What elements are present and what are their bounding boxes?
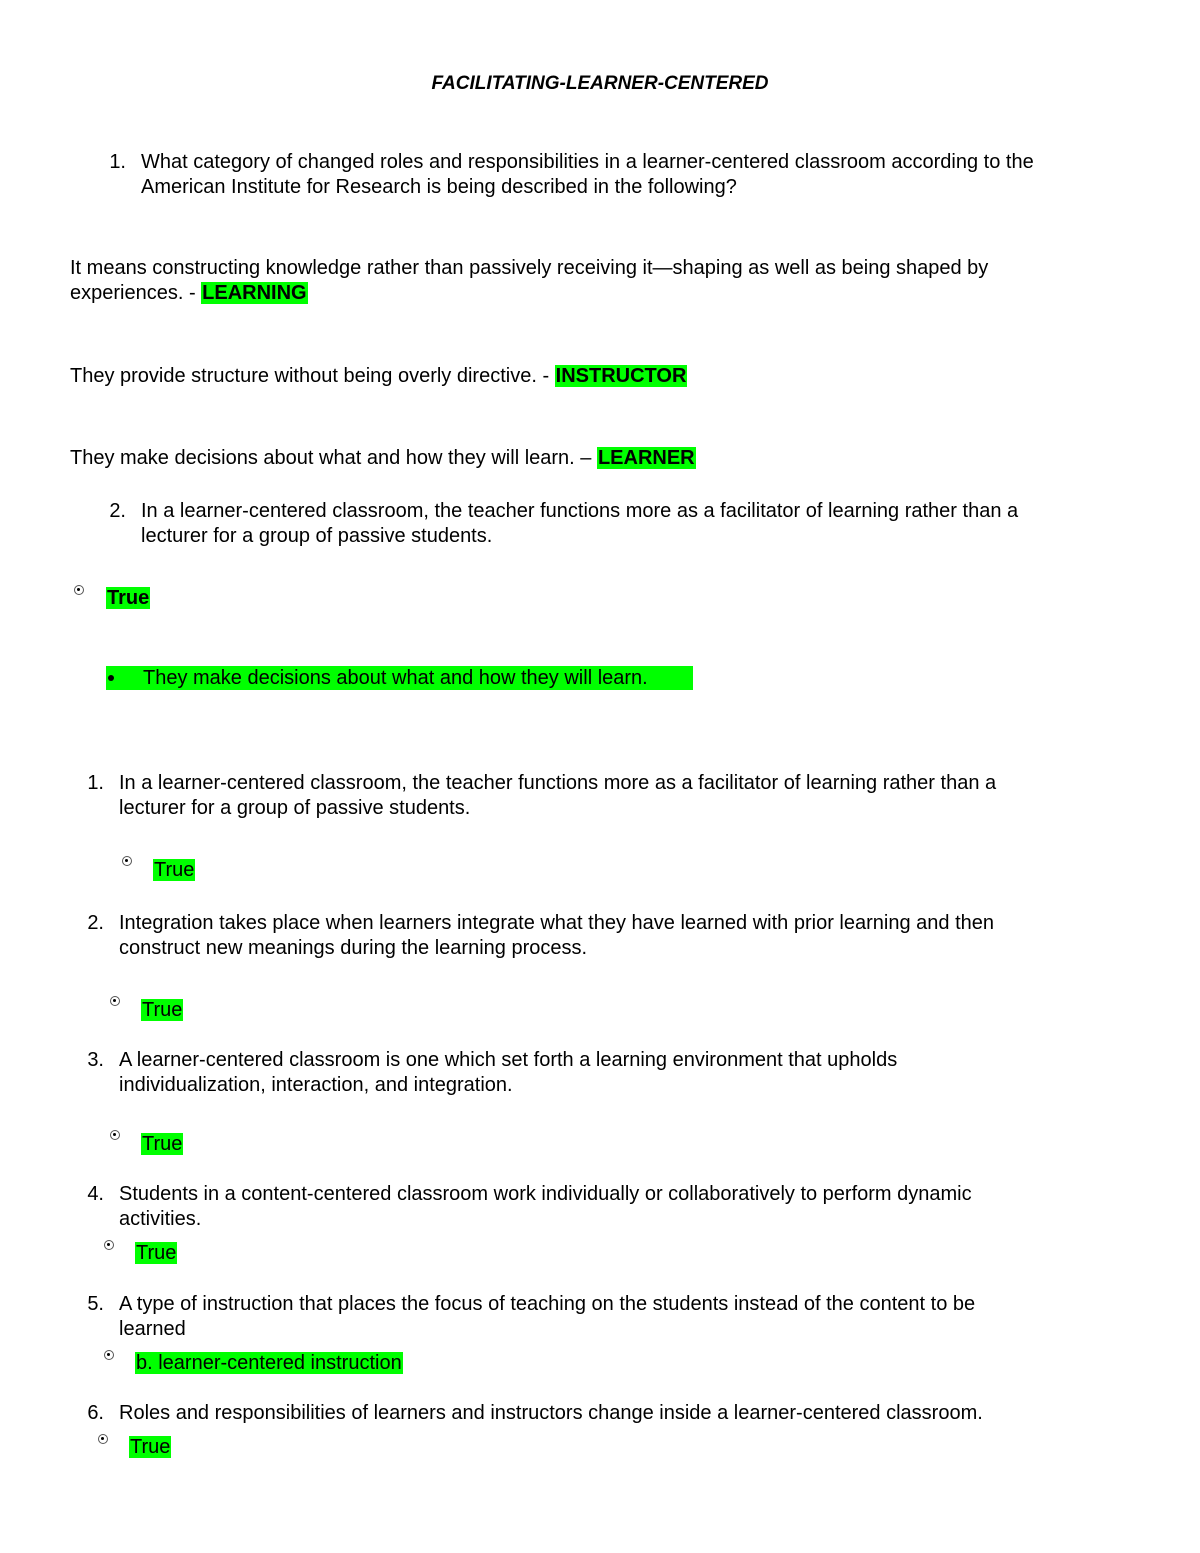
question-text: Students in a content-centered classroom work individually or collaboratively to perform dynamic: [119, 1183, 972, 1205]
answer-line: [141, 1132, 183, 1157]
answer-highlight: True: [154, 859, 195, 881]
radio-selected-icon[interactable]: [98, 1434, 108, 1444]
question-text: activities.: [119, 1208, 202, 1230]
question-number: 1.: [87, 772, 104, 794]
statement-line: [70, 281, 308, 306]
question-text: construct new meanings during the learning process.: [119, 937, 588, 959]
statement-line: [70, 446, 696, 471]
statement-text: It means constructing knowledge rather than passively receiving it—shaping as well as being shaped by: [70, 257, 989, 279]
answer-highlight: LEARNER: [597, 447, 695, 469]
bullet-icon: [108, 675, 114, 681]
question-text: American Institute for Research is being described in the following?: [141, 176, 737, 198]
bullet-item: [106, 666, 693, 690]
answer-highlight: True: [142, 999, 183, 1021]
question-number: 6.: [87, 1402, 104, 1424]
answer-highlight: True: [107, 587, 150, 609]
answer-highlight: True: [142, 1133, 183, 1155]
answer-line: [141, 998, 183, 1023]
radio-selected-icon[interactable]: [104, 1240, 114, 1250]
question-text: Integration takes place when learners integrate what they have learned with prior learning and then: [119, 912, 994, 934]
question-number: 3.: [87, 1049, 104, 1071]
radio-selected-icon[interactable]: [110, 1130, 120, 1140]
statement-text: They make decisions about what and how they will learn. –: [70, 447, 597, 469]
answer-highlight: True: [136, 1242, 177, 1264]
statement-line: [70, 364, 687, 389]
answer-line: [153, 858, 195, 883]
question-text: In a learner-centered classroom, the teacher functions more as a facilitator of learning rather than a: [119, 772, 997, 794]
radio-selected-icon[interactable]: [104, 1350, 114, 1360]
answer-highlight: INSTRUCTOR: [555, 365, 687, 387]
question-number: 5.: [87, 1293, 104, 1315]
answer-line: [129, 1435, 171, 1460]
question-text: In a learner-centered classroom, the teacher functions more as a facilitator of learning rather than a: [141, 500, 1019, 522]
question-text: A type of instruction that places the focus of teaching on the students instead of the content to be: [119, 1293, 976, 1315]
document-title: FACILITATING-LEARNER-CENTERED: [431, 73, 769, 94]
answer-highlight: b. learner-centered instruction: [136, 1352, 402, 1374]
question-text: What category of changed roles and responsibilities in a learner-centered classroom according to the: [141, 151, 1034, 173]
statement-text: They provide structure without being overly directive. -: [70, 365, 555, 387]
answer-highlight: True: [130, 1436, 171, 1458]
bullet-text: They make decisions about what and how they will learn.: [143, 667, 648, 689]
question-text: learned: [119, 1318, 186, 1340]
statement-text: experiences. -: [70, 282, 202, 304]
answer-line: [135, 1241, 177, 1266]
question-number: 4.: [87, 1183, 104, 1205]
question-text: Roles and responsibilities of learners and instructors change inside a learner-centered classroom.: [119, 1402, 983, 1424]
question-text: individualization, interaction, and integration.: [119, 1074, 513, 1096]
radio-selected-icon[interactable]: [74, 585, 84, 595]
answer-highlight: LEARNING: [202, 282, 307, 304]
question-text: lecturer for a group of passive students.: [141, 525, 493, 547]
question-number: 2.: [109, 500, 126, 522]
question-text: A learner-centered classroom is one which set forth a learning environment that upholds: [119, 1049, 898, 1071]
question-text: lecturer for a group of passive students.: [119, 797, 471, 819]
answer-line: [106, 586, 150, 611]
radio-selected-icon[interactable]: [122, 856, 132, 866]
question-number: 1.: [109, 151, 126, 173]
radio-selected-icon[interactable]: [110, 996, 120, 1006]
answer-line: [135, 1351, 403, 1376]
question-number: 2.: [87, 912, 104, 934]
